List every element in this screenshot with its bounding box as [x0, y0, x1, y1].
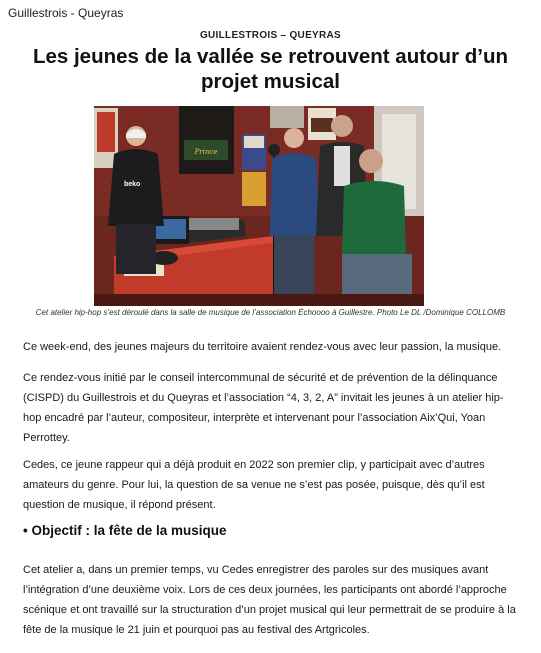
- photo-illustration: [94, 106, 424, 306]
- paragraph-3: Cedes, ce jeune rappeur qui a déjà produit en 2022 son premier clip, y participait avec d’autres amateurs du genre. Pour lui, la question de sa venue ne s’est pas posée, puisque, dès qu’il est question de musique, il répond présent.: [23, 459, 485, 511]
- paragraph-1: Ce week-end, des jeunes majeurs du territoire avaient rendez-vous avec leur passion, la musique.: [23, 341, 502, 353]
- photo-caption: Cet atelier hip-hop s’est déroulé dans la salle de musique de l’association Échoooo à Guillestre. Photo Le DL /Dominique COLLOMB: [35, 308, 506, 317]
- section-label: GUILLESTROIS – QUEYRAS: [199, 30, 342, 41]
- article-photo: [94, 106, 424, 306]
- breadcrumb[interactable]: Guillestrois - Queyras: [8, 6, 124, 20]
- paragraph-2: Ce rendez-vous initié par le conseil intercommunal de sécurité et de prévention de la délinquance (CISPD) du Guillestrois et du Queyras et l’association “4, 3, 2, A” invitait les jeunes à un atelier hip-hop encadré par l’auteur, compositeur, interprète et intervenant pour l’association Aix’Qui, Yoan Perrottey.: [23, 372, 504, 444]
- subheading: • Objectif : la fête de la musique: [23, 523, 227, 538]
- paragraph-4: Cet atelier a, dans un premier temps, vu Cedes enregistrer des paroles sur des musiques avant l’intégration d’une deuxième voix. Lors de ces deux journées, les participants ont abordé l’approche scénique et ont travaillé sur la structuration d’un projet musical qui leur permettrait de se produire à la fête de la musique le 21 juin et pourquoi pas au festival des Artgricoles.: [23, 564, 516, 636]
- svg-text:Prince: Prince: [194, 148, 218, 156]
- article-headline: Les jeunes de la vallée se retrouvent autour d’un projet musical: [32, 45, 509, 93]
- shirt-logo: beko: [124, 181, 141, 188]
